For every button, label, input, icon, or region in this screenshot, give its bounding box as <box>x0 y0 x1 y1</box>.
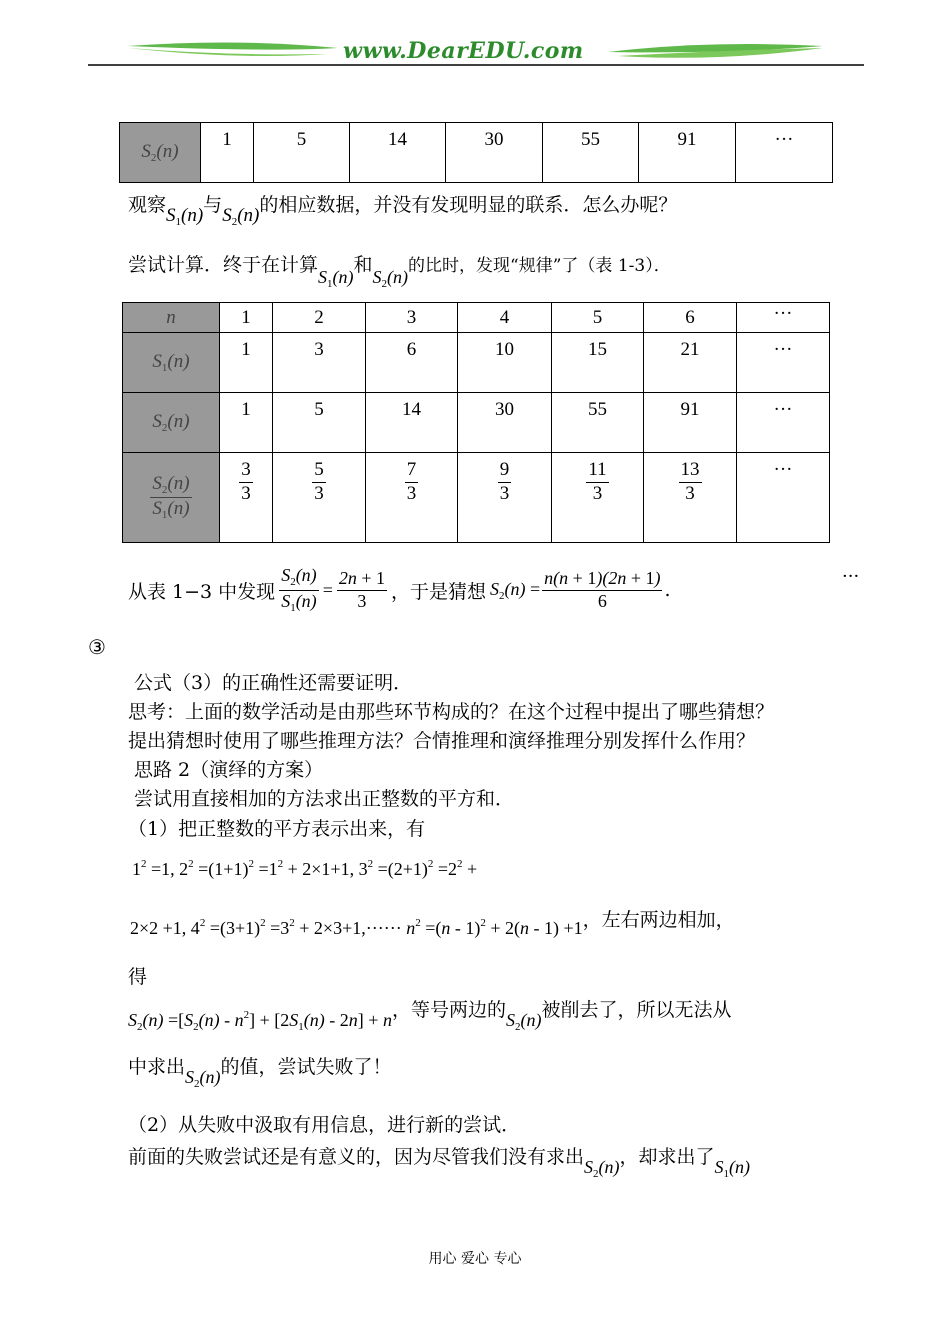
formula-s1n: $S_1(n)$ <box>166 205 204 228</box>
text-observe-2: 与 <box>203 194 223 216</box>
formula-s2n: $S_2(n)$ <box>372 267 409 290</box>
paragraph-try-direct: 尝试用直接相加的方法求出正整数的平方和． <box>134 788 515 810</box>
ratio-cell: $\frac{9}{3}$ <box>458 453 552 543</box>
equation-line-1: $1^2 =1$, $2^2 =(1+1)^2 =1^2 + 2\times 1+1$, $3^2 =(2+1)^2 =2^2$ + <box>132 858 478 879</box>
equation-line-3 <box>128 995 731 1033</box>
text-observe-3: 的相应数据，并没有发现明显的联系．怎么办呢？ <box>259 194 678 216</box>
text-from-2: ，于是猜想 <box>391 580 487 603</box>
text-try-1: 尝试计算．终于在计算 <box>128 254 319 276</box>
table-header-n: n <box>123 303 220 333</box>
table-top-cell: ··· <box>736 123 833 183</box>
header-banner <box>88 28 864 68</box>
formula-s2n: $S_2(n)$ <box>584 1157 620 1180</box>
paragraph-step-2: （2）从失败中汲取有用信息，进行新的尝试． <box>128 1114 521 1136</box>
ratio-cell: $\frac{11}{3}$ <box>552 453 644 543</box>
formula-s2n: $S_2(n)$ <box>505 1010 542 1033</box>
text-de: 得 <box>128 966 148 988</box>
table-header-cell: 4 <box>458 303 552 333</box>
table-header-cell: ··· <box>737 303 830 333</box>
table-row-label-ratio: $\frac{S_2(n)}{S_1(n)}$ <box>123 453 220 543</box>
table-top-cell: 30 <box>446 123 543 183</box>
table-cell: 1 <box>220 393 273 453</box>
formula-s1n: $S_1(n)$ <box>318 267 354 290</box>
table-cell: 30 <box>458 393 552 453</box>
text-eq3-mid: ，等号两边的 <box>391 999 506 1021</box>
table-cell: 55 <box>552 393 644 453</box>
table-cell: ··· <box>737 393 830 453</box>
table-cell: ··· <box>737 333 830 393</box>
text-observe-1: 观察 <box>128 194 167 216</box>
paragraph-step-1: （1）把正整数的平方表示出来，有 <box>128 818 426 840</box>
text-eq3-tail: 被削去了，所以无法从 <box>541 999 732 1021</box>
conjecture-line <box>128 560 671 620</box>
paragraph-proof-needed: 公式（3）的正确性还需要证明． <box>134 672 413 694</box>
header-logo-text: www.DearEDU.com <box>343 38 584 64</box>
text-p8-2: ，却求出了 <box>619 1146 715 1168</box>
table-cell: 21 <box>644 333 737 393</box>
table-row-label-s1: $S_1(n)$ <box>123 333 220 393</box>
equation-line-2-formula: 2×2 +1, $4^2 =(3+1)^2 =3^2 + 2\times 3+1,\cdot\cdot\cdot\cdot\cdot\cdot n^2 =(n - 1)^2 + 2(n - 1) +1$ <box>130 917 583 938</box>
text-try-2: 和 <box>353 254 373 276</box>
formula-ratio: $\frac{S_2(n)}{S_1(n)}$ <box>281 565 317 614</box>
ratio-cell: ··· <box>737 453 830 543</box>
table-cell: 5 <box>273 393 366 453</box>
formula-2n-plus-1-over-3: $\frac{2n + 1}{3}$ <box>338 567 385 611</box>
ratio-cell: $\frac{3}{3}$ <box>220 453 273 543</box>
circled-three: ③ <box>88 635 106 659</box>
equation-line-2 <box>130 905 735 939</box>
equals-sign: = <box>322 579 333 600</box>
table-top <box>119 122 833 183</box>
fail-line <box>128 1052 392 1090</box>
paragraph-methods: 提出猜想时使用了哪些推理方法？合情推理和演绎推理分别发挥什么作用？ <box>128 730 756 752</box>
formula-sum-of-squares: $\frac{n(n + 1)(2n + 1)}{6}$ <box>544 567 661 611</box>
table-header-cell: 1 <box>220 303 273 333</box>
text-zhong-2: 的值，尝试失败了！ <box>220 1056 392 1078</box>
table-top-cell: 55 <box>543 123 639 183</box>
paragraph-idea-2: 思路 2（演绎的方案） <box>134 759 324 781</box>
table-header-cell: 2 <box>273 303 366 333</box>
table-cell: 14 <box>366 393 458 453</box>
table-cell: 15 <box>552 333 644 393</box>
ratio-cell: $\frac{7}{3}$ <box>366 453 458 543</box>
period: . <box>664 579 671 601</box>
table-header-cell: 3 <box>366 303 458 333</box>
text-eq-tail: ，左右两边相加， <box>582 909 735 931</box>
table-top-cell: 1 <box>201 123 254 183</box>
table-top-cell: 14 <box>350 123 446 183</box>
formula-s2n: $S_2(n)$ <box>185 1067 221 1090</box>
formula-s2n: $S_2(n)$ = <box>490 578 541 602</box>
table-1-3 <box>122 302 830 543</box>
table-row-label-s2: $S_2(n)$ <box>123 393 220 453</box>
text-zhong-1: 中求出 <box>128 1056 186 1078</box>
footer-text: 用心 爱心 专心 <box>428 1251 522 1267</box>
table-cell: 6 <box>366 333 458 393</box>
table-top-cell: 5 <box>254 123 350 183</box>
observe-line <box>128 190 677 228</box>
text-try-3: 的比时，发现“规律”了（表 1-3）． <box>408 256 671 276</box>
table-cell: 1 <box>220 333 273 393</box>
ratio-cell: $\frac{13}{3}$ <box>644 453 737 543</box>
formula-s1n: $S_1(n)$ <box>714 1157 751 1180</box>
table-cell: 3 <box>273 333 366 393</box>
try-line <box>128 250 671 290</box>
table-header-cell: 5 <box>552 303 644 333</box>
paragraph-think: 思考：上面的数学活动是由那些环节构成的？在这个过程中提出了哪些猜想？ <box>128 701 775 723</box>
equation-line-3-formula: $S_2(n) =[S_2(n) - n^2] + [2S_1(n) - 2n] + n$ <box>128 1009 392 1033</box>
text-p8-1: 前面的失败尝试还是有意义的，因为尽管我们没有求出 <box>128 1146 585 1168</box>
table-cell: 91 <box>644 393 737 453</box>
text-from-1: 从表 1−3 中发现 <box>128 580 276 603</box>
ratio-cell: $\frac{5}{3}$ <box>273 453 366 543</box>
table-top-cell: 91 <box>639 123 736 183</box>
conjecture-dots: ··· <box>842 566 860 587</box>
table-top-row-label: $S_2(n)$ <box>120 123 201 183</box>
paragraph-meaningful <box>128 1142 750 1180</box>
table-header-cell: 6 <box>644 303 737 333</box>
formula-s2n: $S_2(n)$ <box>222 205 260 228</box>
table-cell: 10 <box>458 333 552 393</box>
